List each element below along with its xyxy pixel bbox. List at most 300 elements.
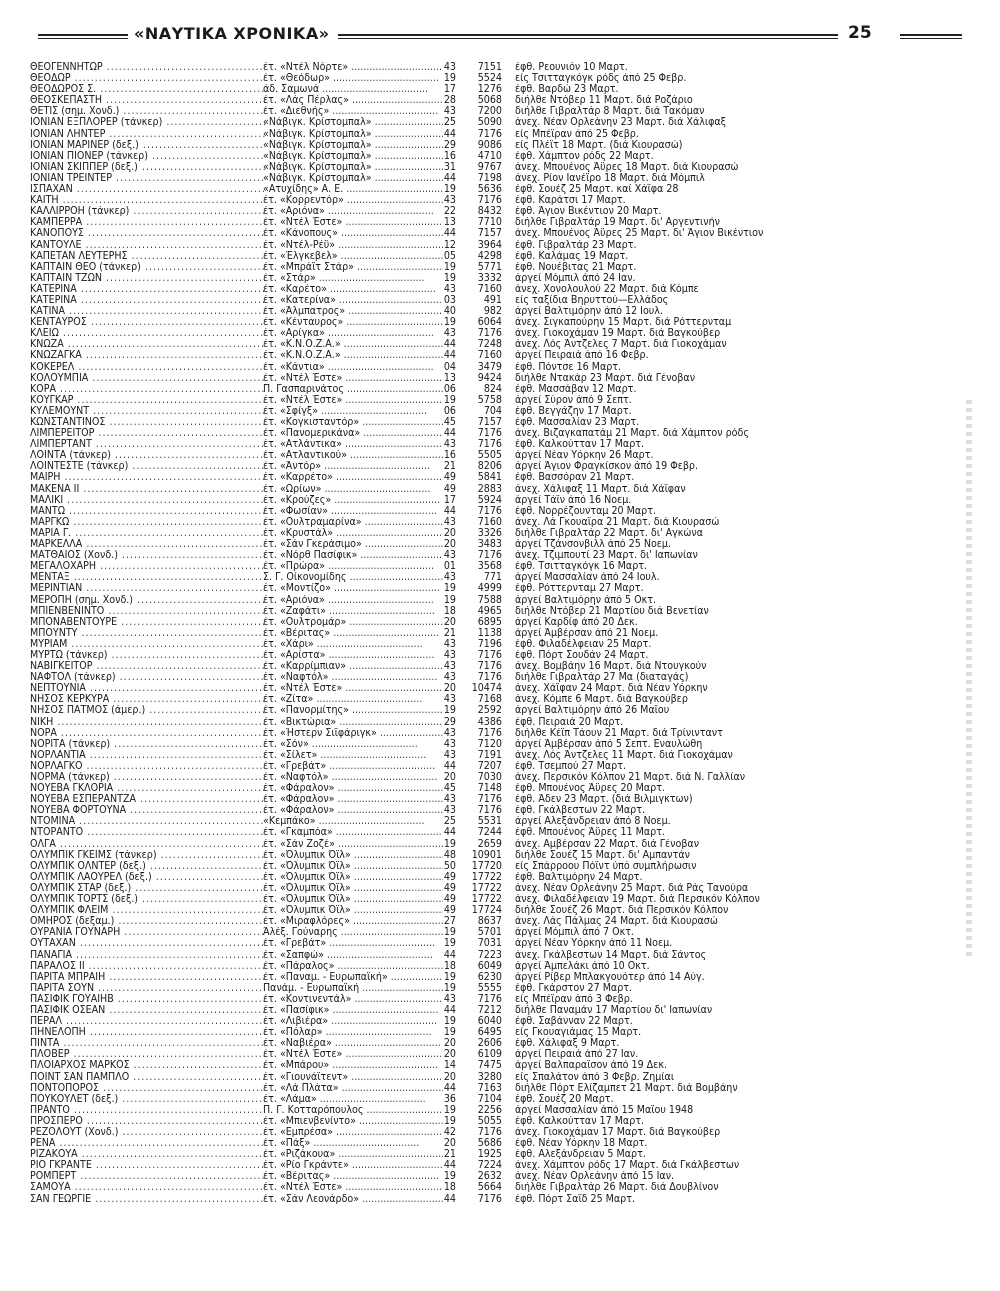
agent: έτ. «Αριόνα» ..... bbox=[263, 206, 443, 217]
year: 20 bbox=[443, 771, 456, 783]
year: 19 bbox=[443, 593, 456, 606]
year: 43 bbox=[443, 438, 456, 451]
table-row bbox=[30, 428, 910, 439]
agent: έτ. «Φάραλον» ..... bbox=[263, 783, 443, 794]
ship-name: ΠΑΣΙΦΙΚ ΟΣΕΑΝ ..... bbox=[30, 1005, 265, 1016]
year: 43 bbox=[443, 693, 456, 706]
tonnage: 5924 bbox=[477, 493, 502, 506]
table-row bbox=[30, 927, 910, 938]
tonnage: 7176 bbox=[477, 793, 502, 806]
position: άργεί Αλεξάνδρειαν άπό 8 Νοεμ. bbox=[515, 816, 671, 828]
position: άργεί Πειραιά άπό 27 Ιαν. bbox=[515, 1049, 639, 1061]
position: έφθ. Μπουένος Άϋρες 11 Μαρτ. bbox=[515, 827, 665, 839]
position: άνεχ. Λός Άντζελες 11 Μαρτ. διά Γιοκοχάμαν bbox=[515, 749, 733, 761]
year: 48 bbox=[443, 848, 456, 861]
ship-name: ΝΟΡΛΑΝΤΙΑ ..... bbox=[30, 750, 265, 761]
ship-name: ΝΤΟΜΙΝΑ ..... bbox=[30, 816, 265, 827]
position: άνεχ. Λός Άντζελες 7 Μαρτ. διά Γιοκοχάμαν bbox=[515, 339, 727, 351]
ship-name: ΝΟΡΙΤΑ (τάνκερ) ..... bbox=[30, 739, 265, 750]
table-row bbox=[30, 861, 910, 872]
agent: έτ. «Κοντινεντάλ» ..... bbox=[263, 994, 443, 1005]
year: 43 bbox=[443, 194, 456, 207]
ship-name: ΚΑΙΤΗ ..... bbox=[30, 195, 265, 206]
agent: Σ. Γ. Οίκονομίδης ..... bbox=[263, 572, 443, 583]
position: άνεχ. Φιλαδέλφειαν 19 Μαρτ. διά Περσικόν Κόλπον bbox=[515, 894, 760, 906]
ship-name: ΜΕΓΑΛΟΧΑΡΗ ..... bbox=[30, 561, 265, 572]
position: άργεί Άμπελάκι άπό 10 Οκτ. bbox=[515, 960, 650, 972]
table-row bbox=[30, 184, 910, 195]
ship-name: ΜΑΛΙΚΙ ..... bbox=[30, 495, 265, 506]
table-row bbox=[30, 406, 910, 417]
tonnage: 7157 bbox=[477, 416, 502, 428]
position: έφθ. Νορρέζουνταμ 20 Μαρτ. bbox=[515, 505, 656, 517]
ship-name: ΚΟΚΕΡΕΛ ..... bbox=[30, 362, 265, 373]
position: άργεί Άγιον Φραγκίσκον άπό 19 Φεβρ. bbox=[515, 461, 699, 473]
year: 19 bbox=[443, 582, 456, 595]
table-row bbox=[30, 506, 910, 517]
year: 20 bbox=[443, 1070, 456, 1083]
agent: έτ. «Ντέλ Έστε» ..... bbox=[263, 217, 443, 228]
agent: έτ. «Ντέλ-Ρέϋ» ..... bbox=[263, 240, 443, 251]
tonnage: 5531 bbox=[477, 815, 502, 828]
year: 28 bbox=[443, 94, 456, 107]
table-row bbox=[30, 228, 910, 239]
table-row bbox=[30, 1171, 910, 1182]
ship-name: ΚΑΤΕΡΙΝΑ ..... bbox=[30, 284, 265, 295]
agent: έτ. «Πανομερικάνα» ..... bbox=[263, 428, 443, 439]
agent: έτ. «Γκαμπόα» ..... bbox=[263, 827, 443, 838]
year: 43 bbox=[443, 726, 456, 739]
agent: έτ. «Σάν Γκεράσιμο» ..... bbox=[263, 539, 443, 550]
agent: έτ. «Κρούζες» ..... bbox=[263, 495, 443, 506]
position: διήλθε Ντόβερ 11 Μαρτ. διά Ροζάριο bbox=[515, 95, 693, 107]
table-row bbox=[30, 62, 910, 73]
tonnage: 7163 bbox=[477, 1081, 502, 1094]
table-row bbox=[30, 639, 910, 650]
year: 29 bbox=[443, 138, 456, 151]
position: άνεχ. Βομβάην 16 Μαρτ. διά Ντουγκούν bbox=[515, 661, 707, 673]
tonnage: 5555 bbox=[477, 981, 502, 994]
year: 19 bbox=[443, 1026, 456, 1039]
tonnage: 7248 bbox=[477, 338, 502, 351]
ship-name: ΜΠΟΝΑΒΕΝΤΟΥΡΕ ..... bbox=[30, 617, 265, 628]
table-row bbox=[30, 972, 910, 983]
ship-name: ΝΕΠΤΟΥΝΙΑ ..... bbox=[30, 683, 265, 694]
year: 44 bbox=[443, 1003, 456, 1016]
tonnage: 7176 bbox=[477, 804, 502, 817]
tonnage: 8206 bbox=[477, 460, 502, 473]
ship-name: ΠΙΝΤΑ ..... bbox=[30, 1038, 265, 1049]
year: 19 bbox=[443, 837, 456, 850]
position: έφθ. Ρόττερνταμ 27 Μαρτ. bbox=[515, 583, 644, 595]
agent: έτ. «Ουλτραμαρίνα» ..... bbox=[263, 517, 443, 528]
agent: έτ. «Έλγκεβελ» ..... bbox=[263, 251, 443, 262]
year: 12 bbox=[443, 238, 456, 251]
ship-name: ΜΑΡΓΚΩ ..... bbox=[30, 517, 265, 528]
table-row bbox=[30, 1094, 910, 1105]
ship-name: ΠΗΝΕΛΟΠΗ ..... bbox=[30, 1027, 265, 1038]
table-row bbox=[30, 306, 910, 317]
position: άργεί Ρίβερ Μπλακγουότερ άπό 14 Αύγ. bbox=[515, 971, 705, 983]
position: άνεχ. Γιοκοχάμαν 17 Μαρτ. διά Βαγκούβερ bbox=[515, 1127, 721, 1138]
agent: έτ. «Σαπφώ» ..... bbox=[263, 950, 443, 961]
agent: Π. Γ. Κοτταρόπουλος ..... bbox=[263, 1105, 443, 1116]
year: 44 bbox=[443, 759, 456, 772]
position: άργεί Βαλτιμόρην άπό 12 Ιουλ. bbox=[515, 306, 663, 318]
scan-edge-marks bbox=[966, 400, 972, 960]
ship-name: ΟΥΤΑΧΑΝ ..... bbox=[30, 938, 265, 949]
tonnage: 3964 bbox=[477, 238, 502, 251]
tonnage: 5524 bbox=[477, 72, 502, 85]
ship-name: ΟΥΡΑΝΙΑ ΓΟΥΝΑΡΗ ..... bbox=[30, 927, 265, 938]
agent: έτ. «Ναβιέρα» ..... bbox=[263, 1038, 443, 1049]
ship-name: ΠΡΑΝΤΟ ..... bbox=[30, 1105, 265, 1116]
agent: έτ. «Πρώρα» ..... bbox=[263, 561, 443, 572]
table-row bbox=[30, 761, 910, 772]
agent: έτ. «Ντέλ Νόρτε» ..... bbox=[263, 62, 443, 73]
ship-name: ΚΥΛΕΜΟΥΝΤ ..... bbox=[30, 406, 265, 417]
agent: έτ. «Σόν» ..... bbox=[263, 739, 443, 750]
agent: «Νάβιγκ. Κρίστομπαλ» ..... bbox=[263, 162, 443, 173]
table-row bbox=[30, 1160, 910, 1171]
position: διήλθε Γιβραλτάρ 26 Μαρτ. διά Δουβλίνον bbox=[515, 1182, 719, 1194]
agent: Π. Γασπαρινάτος ..... bbox=[263, 384, 443, 395]
ship-name: ΜΠΟΥΝΤΥ ..... bbox=[30, 628, 265, 639]
position: έφθ. Αλεξάνδρειαν 5 Μαρτ. bbox=[515, 1149, 646, 1161]
agent: έτ. «Σάν Λεονάρδο» ..... bbox=[263, 1194, 443, 1205]
ship-name: ΠΑΡΙΤΑ ΣΟΥΝ ..... bbox=[30, 983, 265, 994]
year: 20 bbox=[443, 1037, 456, 1050]
tonnage: 10474 bbox=[471, 682, 502, 695]
tonnage: 8432 bbox=[477, 205, 502, 218]
page-number: 25 bbox=[848, 23, 872, 43]
agent: «Κεμπάκο» ..... bbox=[263, 816, 443, 827]
table-row bbox=[30, 606, 910, 617]
year: 20 bbox=[443, 526, 456, 539]
year: 43 bbox=[443, 671, 456, 684]
tonnage: 6040 bbox=[477, 1015, 502, 1028]
agent: έτ. «Βικτώρια» ..... bbox=[263, 717, 443, 728]
table-row bbox=[30, 916, 910, 927]
tonnage: 7212 bbox=[477, 1003, 502, 1016]
agent: έτ. «Ντέλ Έστε» ..... bbox=[263, 373, 443, 384]
table-row bbox=[30, 1049, 910, 1060]
position: άνεχ. Βιζαγκαπατάμ 21 Μαρτ. διά Χάμπτον ρόδς bbox=[515, 428, 749, 440]
agent: έτ. «Πάξ» ..... bbox=[263, 1138, 443, 1149]
table-row bbox=[30, 583, 910, 594]
position: έφθ. Βασσόραν 21 Μαρτ. bbox=[515, 472, 635, 484]
agent: έτ. «Θεόδωρ» ..... bbox=[263, 73, 443, 84]
table-row bbox=[30, 816, 910, 827]
agent: Άλέξ. Γούναρης ..... bbox=[263, 927, 443, 938]
ship-name: ΟΛΥΜΠΙΚ ΤΟΡΤΣ (δεξ.) ..... bbox=[30, 894, 265, 905]
tonnage: 7176 bbox=[477, 992, 502, 1005]
table-row bbox=[30, 1149, 910, 1160]
agent: έτ. «Στάρ» ..... bbox=[263, 273, 443, 284]
position: έφθ. Γιβραλτάρ 23 Μαρτ. bbox=[515, 239, 637, 251]
position: άργεί Νέαν Υόρκην 26 Μαρτ. bbox=[515, 450, 654, 462]
ship-name: ΝΟΡΛΑΓΚΟ ..... bbox=[30, 761, 265, 772]
year: 36 bbox=[443, 1092, 456, 1105]
year: 19 bbox=[443, 970, 456, 983]
year: 42 bbox=[443, 1126, 456, 1138]
table-row bbox=[30, 484, 910, 495]
table-row bbox=[30, 894, 910, 905]
table-row bbox=[30, 728, 910, 739]
year: 43 bbox=[443, 793, 456, 806]
table-row bbox=[30, 284, 910, 295]
agent: έτ. «Βέριτας» ..... bbox=[263, 628, 443, 639]
position: έφθ. Μπουένος Άϋρες 20 Μαρτ. bbox=[515, 783, 665, 795]
year: 19 bbox=[443, 981, 456, 994]
table-row bbox=[30, 1038, 910, 1049]
tonnage: 7176 bbox=[477, 194, 502, 207]
table-row bbox=[30, 517, 910, 528]
agent: έτ. «Ουλτρομάρ» ..... bbox=[263, 617, 443, 628]
table-row bbox=[30, 384, 910, 395]
position: έφθ. Φιλαδέλφειαν 25 Μαρτ. bbox=[515, 638, 652, 650]
year: 19 bbox=[443, 1170, 456, 1183]
table-row bbox=[30, 550, 910, 561]
tonnage: 5758 bbox=[477, 393, 502, 406]
tonnage: 6895 bbox=[477, 615, 502, 628]
tonnage: 7176 bbox=[477, 427, 502, 440]
ship-name: ΚΑΤΙΝΑ ..... bbox=[30, 306, 265, 317]
year: 04 bbox=[443, 360, 456, 373]
position: άνεχ. Σιγκαπούρην 15 Μαρτ. διά Ρόττερνταμ bbox=[515, 317, 732, 329]
ship-name: ΜΥΡΙΑΜ ..... bbox=[30, 639, 265, 650]
tonnage: 7198 bbox=[477, 171, 502, 184]
table-row bbox=[30, 905, 910, 916]
agent: έτ. «Αρίγκα» ..... bbox=[263, 328, 443, 339]
year: 44 bbox=[443, 171, 456, 184]
year: 49 bbox=[443, 881, 456, 894]
table-row bbox=[30, 461, 910, 472]
ship-name: ΝΟΡΜΑ (τάνκερ) ..... bbox=[30, 772, 265, 783]
agent: έτ. «Μπιενβενίντο» ..... bbox=[263, 1116, 443, 1127]
position: άργεί Μασσαλίαν άπό 15 Μαΐου 1948 bbox=[515, 1104, 694, 1116]
tonnage: 7148 bbox=[477, 782, 502, 795]
ship-name: ΜΑΡΚΕΛΛΑ ..... bbox=[30, 539, 265, 550]
agent: έτ. «Φωσίαν» ..... bbox=[263, 506, 443, 517]
table-row bbox=[30, 983, 910, 994]
position: άνεχ. Νέαν Ορλεάνην άπό 15 Ιαν. bbox=[515, 1171, 675, 1183]
position: άργεί Μόμπιλ άπό 24 Ιαν. bbox=[515, 272, 636, 284]
position: έφθ. Βαρδώ 23 Μαρτ. bbox=[515, 84, 619, 96]
table-row bbox=[30, 794, 910, 805]
position: άνεχ. Τζιμπουτί 23 Μαρτ. δι' Ιαπωνίαν bbox=[515, 550, 698, 562]
table-row bbox=[30, 206, 910, 217]
year: 06 bbox=[443, 404, 456, 417]
position: έφθ. Μασσάβαν 12 Μαρτ. bbox=[515, 383, 637, 395]
table-row bbox=[30, 417, 910, 428]
position: έφθ. Άδεν 23 Μαρτ. (διά Βιλμιγκτων) bbox=[515, 794, 693, 806]
position: διήλθε Κέϊπ Τάουν 21 Μαρτ. διά Τρίνινταντ bbox=[515, 727, 723, 739]
tonnage: 491 bbox=[483, 293, 502, 306]
agent: έτ. «Όλυμπικ Όϊλ» ..... bbox=[263, 861, 443, 872]
tonnage: 7196 bbox=[477, 637, 502, 650]
table-row bbox=[30, 805, 910, 816]
tonnage: 6109 bbox=[477, 1048, 502, 1061]
agent: έτ. «Νόρθ Πασίφικ» ..... bbox=[263, 550, 443, 561]
position: διήλθε Παναμάν 17 Μαρτίου δι' Ιαπωνίαν bbox=[515, 1004, 713, 1016]
tonnage: 5701 bbox=[477, 926, 502, 939]
ship-name: ΘΕΟΔΩΡ ..... bbox=[30, 73, 265, 84]
agent: έτ. «Αρίστα» ..... bbox=[263, 650, 443, 661]
agent: «Ατυχίδης» Α. Ε. ..... bbox=[263, 184, 443, 195]
ship-name: ΘΕΤΙΣ (σημ. Χονδ.) ..... bbox=[30, 106, 265, 117]
position: έφθ. Καράτσι 17 Μαρτ. bbox=[515, 195, 626, 207]
year: 19 bbox=[443, 1114, 456, 1127]
tonnage: 1138 bbox=[477, 626, 502, 639]
table-row bbox=[30, 717, 910, 728]
ship-name: ΝΗΣΟΣ ΚΕΡΚΥΡΑ ..... bbox=[30, 694, 265, 705]
position: είς Σπάρροου Πόϊντ ύπό συμπλήρωσιν bbox=[515, 860, 697, 872]
year: 20 bbox=[443, 615, 456, 628]
agent: έτ. «Μοντίζο» ..... bbox=[263, 583, 443, 594]
tonnage: 771 bbox=[483, 571, 502, 584]
ship-name: ΜΑΙΡΗ ..... bbox=[30, 472, 265, 483]
ship-name: ΣΑΝ ΓΕΩΡΓΙΕ ..... bbox=[30, 1194, 265, 1205]
table-row bbox=[30, 73, 910, 84]
ship-name: ΠΟΝΤΟΠΟΡΟΣ ..... bbox=[30, 1083, 265, 1094]
year: 19 bbox=[443, 1103, 456, 1116]
agent: έτ. «Φάραλον» ..... bbox=[263, 794, 443, 805]
agent: έτ. «Ωρίων» ..... bbox=[263, 484, 443, 495]
table-row bbox=[30, 1060, 910, 1071]
year: 19 bbox=[443, 260, 456, 273]
tonnage: 7191 bbox=[477, 748, 502, 761]
agent: έτ. «Γρεβάτ» ..... bbox=[263, 761, 443, 772]
agent: έτ. «Διεθνής» ..... bbox=[263, 106, 443, 117]
tonnage: 9086 bbox=[477, 138, 502, 151]
ship-name: ΚΟΡΑ ..... bbox=[30, 384, 265, 395]
year: 49 bbox=[443, 482, 456, 495]
year: 17 bbox=[443, 493, 456, 506]
ship-name: ΘΕΟΔΩΡΟΣ Σ. ..... bbox=[30, 84, 265, 95]
position: άνεχ. Νέαν Ορλεάνην 23 Μαρτ. διά Χάλιφαξ bbox=[515, 117, 726, 129]
position: έφθ. Βαλτιμόρην 24 Μαρτ. bbox=[515, 871, 643, 883]
year: 50 bbox=[443, 859, 456, 872]
tonnage: 7120 bbox=[477, 737, 502, 750]
ship-name: ΝΟΥΕΒΑ ΓΚΛΟΡΙΑ ..... bbox=[30, 783, 265, 794]
position: έφθ. Πόρτ Σουδάν 24 Μαρτ. bbox=[515, 649, 649, 661]
year: 14 bbox=[443, 1059, 456, 1072]
agent: έτ. «Σάν Ζοζέ» ..... bbox=[263, 839, 443, 850]
position: άργεί Τάϊν άπό 16 Νοεμ. bbox=[515, 494, 632, 506]
table-row bbox=[30, 827, 910, 838]
ship-name: ΜΠΙΕΝΒΕΝΙΝΤΟ ..... bbox=[30, 606, 265, 617]
table-row bbox=[30, 661, 910, 672]
table-row bbox=[30, 961, 910, 972]
tonnage: 2883 bbox=[477, 482, 502, 495]
tonnage: 9424 bbox=[477, 371, 502, 384]
position: άργεί Νέαν Υόρκην άπό 11 Νοεμ. bbox=[515, 938, 673, 950]
position: έφθ. Τσεμπού 27 Μαρτ. bbox=[515, 760, 626, 772]
agent: έτ. «Ναφτόλ» ..... bbox=[263, 672, 443, 683]
ship-name: ΟΛΥΜΠΙΚ ΣΤΑΡ (δεξ.) ..... bbox=[30, 883, 265, 894]
agent: έτ. «Ατλαντικού» ..... bbox=[263, 450, 443, 461]
table-row bbox=[30, 950, 910, 961]
table-row bbox=[30, 617, 910, 628]
ship-name: ΛΙΜΠΕΡΤΑΝΤ ..... bbox=[30, 439, 265, 450]
year: 29 bbox=[443, 715, 456, 728]
ship-name: ΝΟΡΑ ..... bbox=[30, 728, 265, 739]
agent: έτ. «Όλυμπικ Όϊλ» ..... bbox=[263, 872, 443, 883]
agent: «Νάβιγκ. Κρίστομπαλ» ..... bbox=[263, 140, 443, 151]
tonnage: 5636 bbox=[477, 183, 502, 196]
position: είς Γκουαγιάμας 15 Μαρτ. bbox=[515, 1027, 642, 1039]
year: 17 bbox=[443, 83, 456, 96]
year: 06 bbox=[443, 382, 456, 395]
year: 03 bbox=[443, 293, 456, 306]
ship-name: ΡΙΖΑΚΟΥΑ ..... bbox=[30, 1149, 265, 1160]
ship-name: ΙΟΝΙΑΝ ΤΡΕΪΝΤΕΡ ..... bbox=[30, 173, 265, 184]
table-row bbox=[30, 883, 910, 894]
agent: έτ. «Βέριτας» ..... bbox=[263, 1171, 443, 1182]
table-row bbox=[30, 117, 910, 128]
position: άνεχ. Λά Γκουαΐρα 21 Μαρτ. διά Κιουρασώ bbox=[515, 516, 720, 528]
agent: έτ. «Πανορμίτης» ..... bbox=[263, 705, 443, 716]
table-row bbox=[30, 783, 910, 794]
agent: έτ. «Ρίο Γκράντε» ..... bbox=[263, 1160, 443, 1171]
ship-name: ΙΟΝΙΑΝ ΣΚΙΠΠΕΡ (δεξ.) ..... bbox=[30, 162, 265, 173]
agent: Πανάμ. - Ευρωπαϊκή ..... bbox=[263, 983, 443, 994]
year: 13 bbox=[443, 216, 456, 229]
year: 45 bbox=[443, 416, 456, 428]
ship-name: ΛΟΪΝΤΕΣΤΕ (τάνκερ) ..... bbox=[30, 461, 265, 472]
agent: έτ. «Κ.Ν.Ο.Ζ.Α.» ..... bbox=[263, 339, 443, 350]
tonnage: 4965 bbox=[477, 604, 502, 617]
tonnage: 704 bbox=[483, 404, 502, 417]
position: έφθ. Χάμπτον ρόδς 22 Μαρτ. bbox=[515, 150, 654, 162]
table-row bbox=[30, 339, 910, 350]
agent: έτ. «Γιουνάϊτεντ» ..... bbox=[263, 1072, 443, 1083]
position: έφθ. Καλάμας 19 Μαρτ. bbox=[515, 250, 629, 262]
position: διήλθε Σουέζ 26 Μαρτ. διά Περσικόν Κόλπον bbox=[515, 905, 729, 917]
tonnage: 7157 bbox=[477, 227, 502, 240]
position: άνεχ. Χάλιφαξ 11 Μαρτ. διά Χάϊφαν bbox=[515, 483, 686, 495]
ship-movements-table bbox=[30, 62, 910, 1205]
tonnage: 8637 bbox=[477, 915, 502, 928]
tonnage: 982 bbox=[483, 305, 502, 318]
position: έφθ. Σουέζ 25 Μαρτ. καί Χάϊφα 28 bbox=[515, 184, 679, 196]
tonnage: 7160 bbox=[477, 349, 502, 362]
position: διήλθε Σουέζ 15 Μαρτ. δι' Αμπαντάν bbox=[515, 849, 690, 861]
agent: έτ. «Κάνοπους» ..... bbox=[263, 228, 443, 239]
year: 44 bbox=[443, 1081, 456, 1094]
table-row bbox=[30, 1027, 910, 1038]
year: 20 bbox=[443, 1137, 456, 1150]
agent: έτ. «Μπάρου» ..... bbox=[263, 1060, 443, 1071]
agent: έτ. «Λά Πλάτα» ..... bbox=[263, 1083, 443, 1094]
year: 25 bbox=[443, 815, 456, 828]
tonnage: 7176 bbox=[477, 327, 502, 340]
year: 43 bbox=[443, 327, 456, 340]
ship-name: ΠΑΡΙΤΑ ΜΠΡΑΙΗ ..... bbox=[30, 972, 265, 983]
agent: έτ. «Ντέλ Έστε» ..... bbox=[263, 395, 443, 406]
ship-name: ΘΕΟΣΚΕΠΑΣΤΗ ..... bbox=[30, 95, 265, 106]
position: διήλθε Γιβραλτάρ 22 Μαρτ. δι' Αγκώνα bbox=[515, 527, 703, 539]
ship-name: ΚΑΛΛΙΡΡΟΗ (τάνκερ) ..... bbox=[30, 206, 265, 217]
ship-name: ΚΑΝΟΠΟΥΣ ..... bbox=[30, 228, 265, 239]
agent: έτ. «Ατλάντικα» ..... bbox=[263, 439, 443, 450]
agent: έτ. «Ντέλ Έστε» ..... bbox=[263, 1049, 443, 1060]
page-header bbox=[38, 22, 962, 46]
year: 43 bbox=[443, 737, 456, 750]
ship-name: ΠΑΡΑΛΟΣ ΙΙ ..... bbox=[30, 961, 265, 972]
ship-name: ΜΑΝΤΩ ..... bbox=[30, 506, 265, 517]
